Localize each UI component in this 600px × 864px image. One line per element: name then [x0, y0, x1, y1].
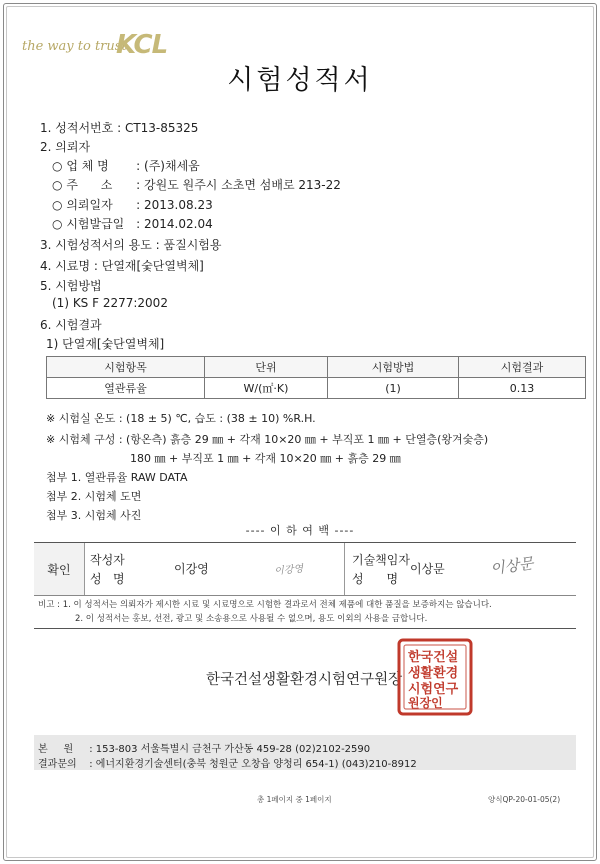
purpose-sep: :: [155, 238, 160, 252]
official-seal-graphic: [396, 637, 474, 717]
signature-divider: [344, 543, 345, 595]
address-sep: :: [136, 178, 141, 192]
client-heading: 2. 의뢰자: [40, 140, 91, 154]
table-cell-unit: W/(㎡·K): [205, 378, 328, 399]
attachment-2: 첨부 2. 시험체 도면: [46, 490, 142, 503]
table-header-item: 시험항목: [47, 357, 205, 378]
remarks: [34, 593, 576, 629]
bullet-icon: ○: [52, 217, 63, 231]
results-subheading: 1) 단열재[숯단열벽체]: [46, 337, 165, 351]
address-value: 강원도 원주시 소초면 섬배로 213-22: [144, 178, 341, 192]
issue-date-sep: :: [136, 217, 141, 231]
writer-name: 이강영: [174, 562, 209, 576]
form-number: 양식QP-20-01-05(2): [488, 795, 561, 804]
company-value: (주)채세움: [144, 159, 200, 173]
bullet-icon: ○: [52, 159, 63, 173]
purpose-line: [40, 236, 222, 253]
end-of-content-mark: ---- 이 하 여 백 ----: [245, 524, 355, 537]
specimen-composition-2: 180 ㎜ + 부직포 1 ㎜ + 각재 10×20 ㎜ + 흙층 29 ㎜: [130, 452, 401, 465]
head-office-value: : 153-803 서울특별시 금천구 가산동 459-28 (02)2102-2590: [89, 744, 371, 755]
address-band: [34, 735, 576, 770]
purpose-label: 3. 시험성적서의 용도: [40, 238, 152, 252]
attachment-3: 첨부 3. 시험체 사진: [46, 509, 142, 522]
official-seal: [396, 637, 474, 717]
issuing-organization: 한국건설생활환경시험연구원장: [206, 672, 403, 688]
method-item: (1) KS F 2277:2002: [52, 296, 168, 310]
bullet-icon: ○: [52, 198, 63, 212]
page-title: 시험성적서: [227, 65, 373, 96]
tech-manager-role: 기술책임자: [352, 553, 410, 567]
table-header-row: [47, 357, 586, 378]
writer-signature: 이강영: [273, 563, 304, 578]
signature-table: [34, 542, 576, 596]
address-line: [52, 176, 341, 193]
writer-name-label: 성 명: [90, 572, 125, 586]
svg-text:원장인: 원장인: [408, 696, 443, 710]
sample-label: 4. 시료명: [40, 259, 91, 273]
inquiry-label: 결과문의: [38, 759, 77, 770]
logo-tagline: the way to trust: [22, 39, 127, 54]
sample-value: 단열재[숯단열벽체]: [101, 259, 204, 273]
table-cell-result: 0.13: [459, 378, 586, 399]
svg-text:시험연구: 시험연구: [408, 682, 459, 697]
svg-text:생활환경: 생활환경: [408, 666, 459, 681]
results-heading: 6. 시험결과: [40, 318, 102, 332]
table-header-unit: 단위: [205, 357, 328, 378]
test-environment: ※ 시험실 온도 : (18 ± 5) ℃, 습도 : (38 ± 10) %R.H.: [46, 412, 316, 425]
request-date-sep: :: [136, 198, 141, 212]
report-no-value: CT13-85325: [124, 121, 199, 135]
company-label: 업 체 명: [66, 159, 109, 173]
remark-2: 2. 이 성적서는 홍보, 선전, 광고 및 소송용으로 사용될 수 없으며, 용도 이외의 사용을 금합니다.: [75, 614, 428, 624]
writer-role: 작성자: [90, 553, 125, 567]
purpose-value: 품질시험용: [163, 238, 222, 252]
logo-mark: KCL: [116, 30, 168, 60]
head-office-label: 본 원: [38, 744, 74, 755]
report-no-line: [40, 119, 198, 136]
company-sep: :: [136, 159, 141, 173]
remark-1: 비고 : 1. 이 성적서는 의뢰자가 제시한 시료 및 시료명으로 시험한 결과로서 전체 제품에 대한 품질을 보증하지는 않습니다.: [38, 600, 492, 610]
tech-manager-name: 이상문: [410, 562, 445, 576]
results-table: [46, 356, 586, 399]
table-header-result: 시험결과: [459, 357, 586, 378]
issue-date-value: 2014.02.04: [144, 217, 213, 231]
attachment-1: 첨부 1. 열관류율 RAW DATA: [46, 471, 188, 484]
company-line: [52, 157, 200, 174]
report-no-label: 1. 성적서번호: [40, 121, 114, 135]
head-office-line: [38, 740, 370, 755]
issue-date-label: 시험발급일: [66, 217, 125, 231]
inquiry-value: : 에너지환경기술센터(충북 청원군 오창읍 양청리 654-1) (043)210-8912: [89, 759, 417, 770]
request-date-value: 2013.08.23: [144, 198, 213, 212]
sample-sep: :: [93, 259, 98, 273]
tech-manager-name-label: 성 명: [352, 572, 399, 586]
tech-manager-signature: 이상문: [489, 554, 535, 578]
request-date-label: 의뢰일자: [66, 198, 113, 212]
report-no-sep: :: [117, 121, 122, 135]
sample-line: [40, 257, 204, 274]
table-cell-method: (1): [328, 378, 459, 399]
specimen-composition-1: ※ 시험체 구성 : (항온측) 흙층 29 ㎜ + 각재 10×20 ㎜ + 부직포 1 ㎜ + 단열층(왕겨숯층): [46, 433, 489, 446]
confirm-label: 확인: [34, 543, 85, 595]
request-date-line: [52, 196, 213, 213]
method-heading: 5. 시험방법: [40, 279, 102, 293]
page-count: 총 1페이지 중 1페이지: [257, 795, 332, 804]
address-label: 주 소: [66, 178, 113, 192]
inquiry-line: [38, 755, 417, 770]
table-row: [47, 378, 586, 399]
table-header-method: 시험방법: [328, 357, 459, 378]
svg-text:한국건설: 한국건설: [408, 650, 459, 665]
issue-date-line: [52, 215, 213, 232]
table-cell-item: 열관류율: [47, 378, 205, 399]
bullet-icon: ○: [52, 178, 63, 192]
